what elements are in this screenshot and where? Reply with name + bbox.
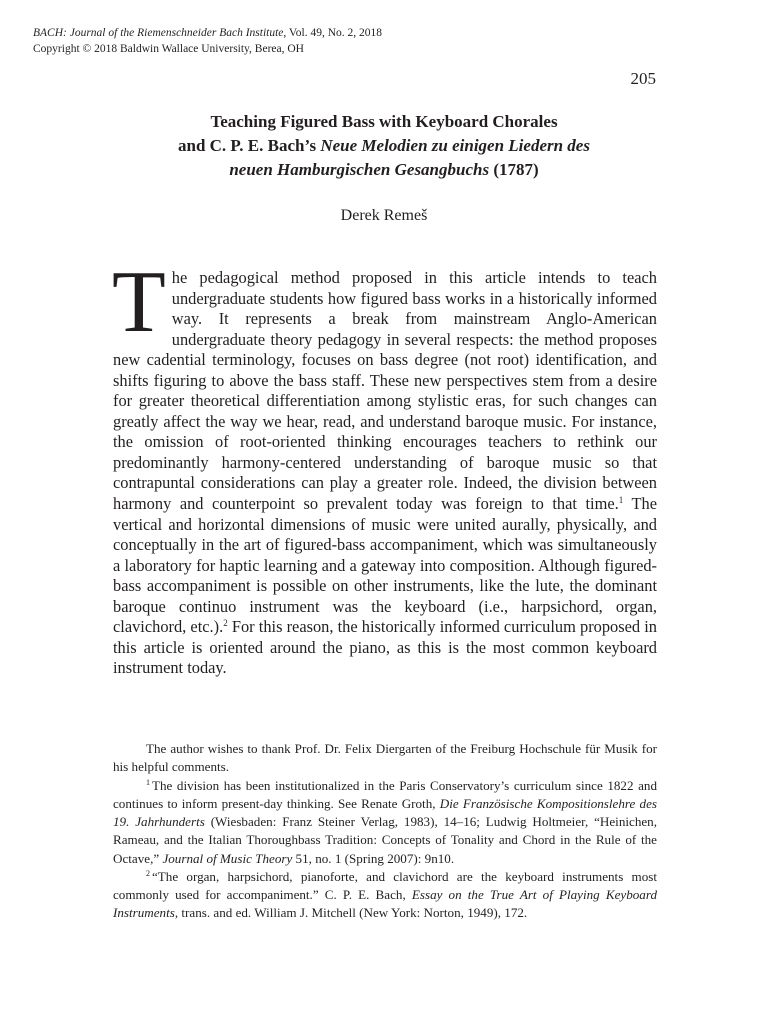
footnotes <box>113 740 657 923</box>
footnote-2-text-b: , trans. and ed. William J. Mitchell (New York: Norton, 1949), 172. <box>174 905 528 921</box>
drop-cap: T <box>112 254 166 351</box>
title-line-2 <box>113 134 655 158</box>
running-header-copyright: Copyright © 2018 Baldwin Wallace University, Berea, OH <box>33 43 304 55</box>
footnote-2-mark: 2 <box>146 868 150 878</box>
running-header-journal <box>33 26 382 40</box>
footnote-1-text-a: The division has been institutionalized in the Paris Conservatory’s curriculum since 1822 and continues to inform present-day thinking. See Renate Groth, <box>113 777 657 811</box>
page-number: 205 <box>630 69 656 88</box>
footnote-ref-1[interactable]: 1 <box>618 495 624 506</box>
body-paragraph <box>112 254 657 679</box>
body-text-part-2: The vertical and horizontal dimensions of music were united aurally, physically, and conceptually in the art of figured-bass accompaniment, which was simultaneously a laboratory for haptic learning and a gateway into composition. Although figured-bass accompaniment is possible on other instruments, like the lute, the dominant baroque continuo instrument was the keyboard (i.e., harpsichord, organ, clavichord, etc.). <box>113 494 657 637</box>
title-line-2-text: and C. P. E. Bach’s <box>178 136 321 155</box>
title-line-3 <box>113 158 655 182</box>
body-text-part-3: For this reason, the historically informed curriculum proposed in this article is oriented around the piano, as this is the most common keyboard instrument today. <box>113 617 657 678</box>
footnote-1-text-b: (Wiesbaden: Franz Steiner Verlag, 1983), 14–16; Ludwig Holtmeier, “Heinichen, Rameau, and the Italian Thoroughbass Tradition: Concepts of Tonality and Chord in the Rule of the Octave,” <box>113 814 657 866</box>
body-text-part-1: he pedagogical method proposed in this article intends to teach undergraduate students how figured bass works in a historically informed way. It represents a break from mainstream Anglo-American undergraduate theory pedagogy in several respects: the method proposes new cadential terminology, focuses on bass degree (not root) identification, and shifts figuring to above the bass staff. These new perspectives stem from a desire for greater theoretical differentiation among stylistic eras, for such changes can greatly affect the way we hear, read, and understand baroque music. For instance, the omission of root-oriented thinking encourages teachers to rethink our predominantly harmony-centered understanding of baroque music so that contrapuntal considerations can play a greater role. Indeed, the division between harmony and counterpoint so prevalent today was foreign to that time. <box>113 268 657 514</box>
footnote-1 <box>113 777 657 868</box>
author-name: Derek Remeš <box>340 207 428 224</box>
journal-name: BACH: Journal of the Riemenschneider Bach Institute <box>33 27 284 39</box>
acknowledgment-note: The author wishes to thank Prof. Dr. Felix Diergarten of the Freiburg Hochschule für Musik for his helpful comments. <box>113 741 657 775</box>
footnote-1-mark: 1 <box>146 777 150 787</box>
title-line-3-text: (1787) <box>489 160 539 179</box>
article-body <box>112 254 657 679</box>
article-title <box>113 110 655 182</box>
journal-volume: , Vol. 49, No. 2, 2018 <box>283 27 383 39</box>
footnote-1-italic-b: Journal of Music Theory <box>162 850 293 866</box>
footnote-ref-2[interactable]: 2 <box>223 618 228 629</box>
footnote-2-italic-a: Essay on the True Art of Playing Keyboard Instruments <box>113 887 658 921</box>
footnote-1-italic-a: Die Französische Kompositionslehre des 19. Jahrhunderts <box>113 795 657 829</box>
footnote-1-text-c: 51, no. 1 (Spring 2007): 9n10. <box>292 850 455 866</box>
title-line-3-italic: neuen Hamburgischen Gesangbuchs <box>229 160 490 179</box>
title-line-1: Teaching Figured Bass with Keyboard Chorales <box>210 112 558 131</box>
title-line-2-italic: Neue Melodien zu einigen Liedern des <box>320 136 590 155</box>
footnote-2-text-a: “The organ, harpsichord, pianoforte, and clavichord are the keyboard instruments most commonly used for accompaniment.” C. P. E. Bach, <box>113 868 657 902</box>
footnote-2 <box>113 868 657 923</box>
